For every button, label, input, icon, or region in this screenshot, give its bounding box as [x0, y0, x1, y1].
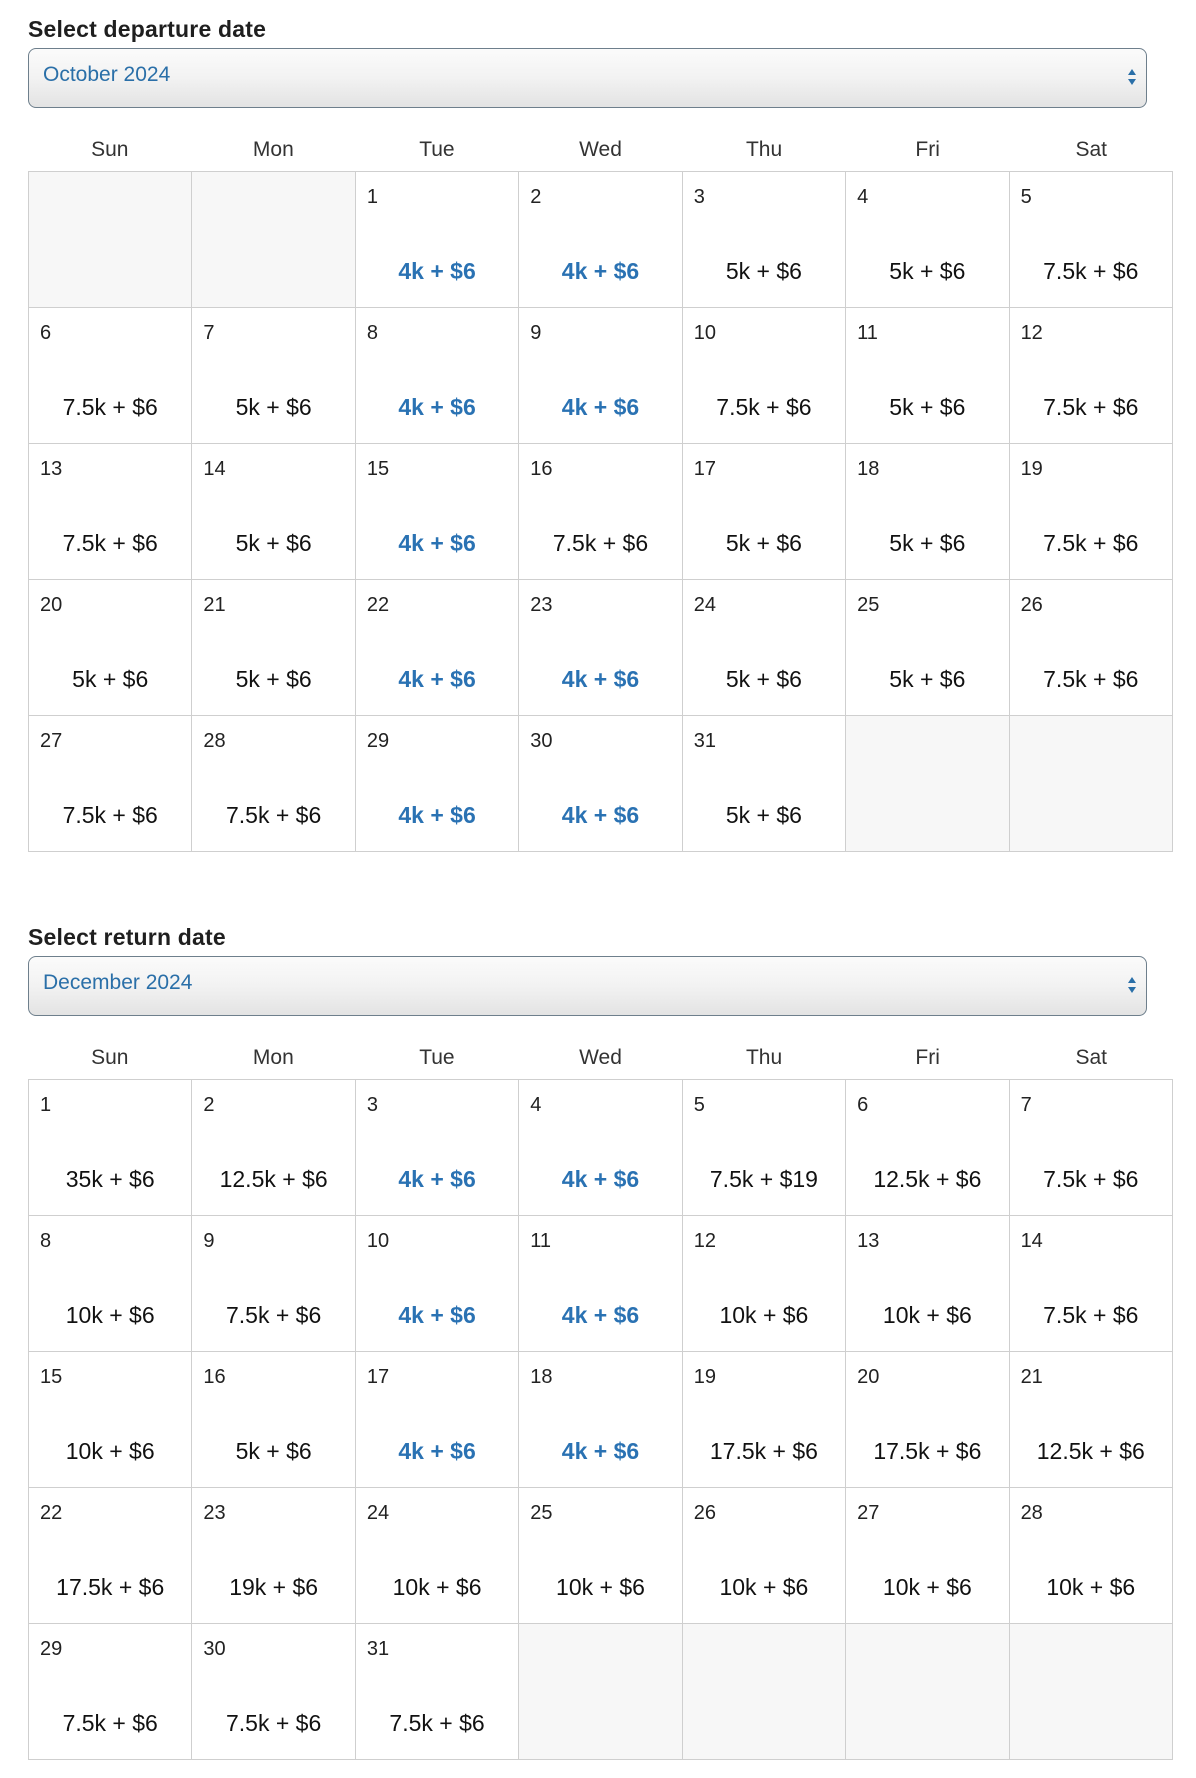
- day-number: 18: [857, 458, 880, 480]
- calendar-day-cell[interactable]: [846, 172, 1009, 308]
- day-price: 7.5k + $6: [1043, 394, 1139, 420]
- calendar-day-cell[interactable]: [683, 1080, 846, 1216]
- calendar-day-cell[interactable]: [1010, 1080, 1173, 1216]
- day-price: 10k + $6: [882, 1302, 972, 1328]
- calendar-day-cell[interactable]: [192, 1488, 355, 1624]
- up-down-chevron-icon: [1126, 65, 1138, 89]
- weekday-label: Sat: [1075, 138, 1107, 161]
- return-date-label: Select return date: [28, 924, 226, 950]
- calendar-day-cell[interactable]: [1010, 444, 1173, 580]
- day-price: 7.5k + $6: [62, 394, 158, 420]
- day-number: 7: [203, 322, 215, 344]
- calendar-day-cell[interactable]: [519, 1352, 682, 1488]
- day-number: 22: [366, 594, 390, 616]
- day-number: 11: [530, 1230, 552, 1252]
- calendar-day-cell[interactable]: [1010, 1216, 1173, 1352]
- calendar-day-cell[interactable]: [356, 1488, 519, 1624]
- day-price: 5k + $6: [889, 666, 966, 692]
- day-number: 17: [366, 1366, 390, 1388]
- day-number: 9: [203, 1230, 215, 1252]
- day-number: 29: [366, 730, 390, 752]
- day-number: 12: [1020, 322, 1043, 344]
- calendar-day-cell[interactable]: [519, 444, 682, 580]
- empty-calendar-cell: [846, 716, 1009, 852]
- day-price: 4k + $6: [561, 258, 640, 284]
- weekday-label: Mon: [252, 138, 294, 161]
- weekday-label: Mon: [252, 1046, 294, 1069]
- day-number: 14: [1020, 1230, 1043, 1252]
- day-number: 16: [530, 458, 553, 480]
- weekday-label: Tue: [419, 1046, 455, 1069]
- day-number: 23: [203, 1502, 226, 1524]
- day-price: 17.5k + $6: [709, 1438, 818, 1464]
- day-number: 19: [1020, 458, 1043, 480]
- day-price: 7.5k + $19: [709, 1166, 818, 1192]
- day-number: 28: [203, 730, 226, 752]
- day-price: 7.5k + $6: [1043, 1302, 1139, 1328]
- day-number: 10: [366, 1230, 390, 1252]
- day-number: 3: [366, 1094, 378, 1116]
- calendar-day-cell[interactable]: [192, 580, 355, 716]
- calendar-day-cell[interactable]: [29, 1080, 192, 1216]
- up-down-chevron-icon: [1126, 973, 1138, 997]
- day-price: 7.5k + $6: [1043, 666, 1139, 692]
- calendar-day-cell[interactable]: [356, 308, 519, 444]
- day-price: 4k + $6: [398, 802, 476, 828]
- day-price: 5k + $6: [725, 258, 802, 284]
- calendar-day-cell[interactable]: [683, 1488, 846, 1624]
- day-number: 13: [40, 458, 63, 480]
- day-number: 31: [366, 1638, 390, 1660]
- day-price: 4k + $6: [561, 1166, 640, 1192]
- day-price: 10k + $6: [719, 1302, 809, 1328]
- day-number: 14: [203, 458, 226, 480]
- day-number: 13: [857, 1230, 880, 1252]
- day-number: 10: [693, 322, 716, 344]
- calendar-day-cell[interactable]: [1010, 308, 1173, 444]
- calendar-day-cell[interactable]: [29, 716, 192, 852]
- departure-calendar-grid: [28, 171, 1173, 852]
- calendar-day-cell[interactable]: [356, 716, 519, 852]
- calendar-day-cell[interactable]: [519, 308, 682, 444]
- calendar-day-cell[interactable]: [192, 716, 355, 852]
- empty-calendar-cell: [846, 1624, 1009, 1760]
- calendar-day-cell[interactable]: [1010, 1352, 1173, 1488]
- calendar-day-cell[interactable]: [192, 1352, 355, 1488]
- empty-calendar-cell: [1010, 1624, 1173, 1760]
- day-number: 24: [366, 1502, 390, 1524]
- day-number: 21: [203, 594, 226, 616]
- day-number: 30: [530, 730, 553, 752]
- day-price: 5k + $6: [235, 1438, 312, 1464]
- day-number: 4: [530, 1094, 542, 1116]
- calendar-day-cell[interactable]: [683, 1216, 846, 1352]
- calendar-day-cell[interactable]: [192, 1624, 355, 1760]
- day-price: 4k + $6: [398, 394, 476, 420]
- day-number: 25: [530, 1502, 553, 1524]
- calendar-day-cell[interactable]: [846, 1352, 1009, 1488]
- day-number: 19: [693, 1366, 716, 1388]
- day-number: 5: [693, 1094, 705, 1116]
- day-price: 5k + $6: [235, 530, 312, 556]
- weekday-label: Thu: [745, 138, 783, 161]
- empty-calendar-cell: [1010, 716, 1173, 852]
- day-price: 4k + $6: [398, 1166, 476, 1192]
- day-price: 17.5k + $6: [56, 1574, 165, 1600]
- return-month-select[interactable]: [28, 956, 1147, 1016]
- calendar-day-cell[interactable]: [192, 1080, 355, 1216]
- day-number: 15: [366, 458, 390, 480]
- day-price: 4k + $6: [398, 666, 476, 692]
- weekday-label: Sat: [1075, 1046, 1107, 1069]
- calendar-day-cell[interactable]: [683, 444, 846, 580]
- calendar-day-cell[interactable]: [519, 1080, 682, 1216]
- day-number: 1: [366, 186, 378, 208]
- calendar-day-cell[interactable]: [519, 580, 682, 716]
- calendar-day-cell[interactable]: [356, 444, 519, 580]
- calendar-day-cell[interactable]: [846, 1488, 1009, 1624]
- day-number: 25: [857, 594, 880, 616]
- calendar-day-cell[interactable]: [846, 1216, 1009, 1352]
- day-number: 31: [693, 730, 716, 752]
- day-number: 6: [857, 1094, 869, 1116]
- return-weekday-header: [28, 1046, 1173, 1076]
- calendar-day-cell[interactable]: [192, 308, 355, 444]
- day-price: 7.5k + $6: [552, 530, 649, 556]
- day-number: 9: [530, 322, 542, 344]
- weekday-label: Tue: [419, 138, 455, 161]
- calendar-day-cell[interactable]: [846, 444, 1009, 580]
- departure-month-select[interactable]: [28, 48, 1147, 108]
- day-number: 15: [40, 1366, 63, 1388]
- day-price: 12.5k + $6: [1036, 1438, 1145, 1464]
- day-price: 10k + $6: [392, 1574, 482, 1600]
- empty-calendar-cell: [29, 172, 192, 308]
- day-number: 21: [1020, 1366, 1043, 1388]
- calendar-day-cell[interactable]: [683, 716, 846, 852]
- day-number: 7: [1020, 1094, 1032, 1116]
- calendar-day-cell[interactable]: [356, 580, 519, 716]
- day-number: 16: [203, 1366, 226, 1388]
- departure-weekday-header: [28, 138, 1173, 168]
- day-number: 1: [40, 1094, 52, 1116]
- calendar-day-cell[interactable]: [683, 308, 846, 444]
- calendar-day-cell[interactable]: [356, 1216, 519, 1352]
- calendar-day-cell[interactable]: [519, 172, 682, 308]
- day-price: 5k + $6: [725, 666, 802, 692]
- day-number: 20: [40, 594, 63, 616]
- calendar-day-cell[interactable]: [356, 1624, 519, 1760]
- calendar-day-cell[interactable]: [846, 1080, 1009, 1216]
- day-number: 3: [693, 186, 705, 208]
- day-price: 35k + $6: [65, 1166, 155, 1192]
- day-number: 12: [693, 1230, 716, 1252]
- day-number: 27: [40, 730, 63, 752]
- calendar-day-cell[interactable]: [192, 444, 355, 580]
- day-price: 12.5k + $6: [219, 1166, 328, 1192]
- day-number: 28: [1020, 1502, 1043, 1524]
- weekday-label: Fri: [915, 138, 940, 161]
- weekday-label: Sun: [91, 1046, 129, 1069]
- day-number: 4: [857, 186, 869, 208]
- calendar-day-cell[interactable]: [29, 444, 192, 580]
- day-price: 7.5k + $6: [1043, 1166, 1139, 1192]
- day-number: 27: [857, 1502, 880, 1524]
- calendar-day-cell[interactable]: [192, 1216, 355, 1352]
- calendar-day-cell[interactable]: [356, 1352, 519, 1488]
- return-month-value: December 2024: [43, 971, 193, 994]
- day-price: 7.5k + $6: [225, 802, 322, 828]
- day-price: 7.5k + $6: [62, 1710, 158, 1736]
- day-price: 4k + $6: [561, 1438, 640, 1464]
- day-price: 5k + $6: [235, 666, 312, 692]
- calendar-day-cell[interactable]: [29, 1216, 192, 1352]
- day-price: 7.5k + $6: [1043, 530, 1139, 556]
- empty-calendar-cell: [519, 1624, 682, 1760]
- day-price: 5k + $6: [725, 530, 802, 556]
- departure-date-label: Select departure date: [28, 16, 267, 42]
- day-price: 10k + $6: [719, 1574, 809, 1600]
- calendar-day-cell[interactable]: [356, 1080, 519, 1216]
- return-calendar-grid: [28, 1079, 1173, 1760]
- day-price: 7.5k + $6: [1043, 258, 1139, 284]
- day-price: 4k + $6: [398, 530, 476, 556]
- day-number: 22: [40, 1502, 63, 1524]
- day-price: 4k + $6: [561, 802, 640, 828]
- departure-month-value: October 2024: [43, 63, 171, 86]
- day-price: 7.5k + $6: [225, 1710, 322, 1736]
- day-price: 5k + $6: [725, 802, 802, 828]
- day-price: 7.5k + $6: [62, 530, 158, 556]
- calendar-day-cell[interactable]: [846, 308, 1009, 444]
- day-price: 5k + $6: [72, 666, 149, 692]
- day-price: 4k + $6: [561, 666, 640, 692]
- day-price: 10k + $6: [65, 1302, 155, 1328]
- day-price: 4k + $6: [561, 1302, 640, 1328]
- calendar-day-cell[interactable]: [356, 172, 519, 308]
- day-price: 19k + $6: [229, 1574, 319, 1600]
- day-number: 26: [1020, 594, 1043, 616]
- weekday-label: Wed: [579, 138, 622, 161]
- calendar-day-cell[interactable]: [519, 716, 682, 852]
- calendar-day-cell[interactable]: [1010, 1488, 1173, 1624]
- day-number: 26: [693, 1502, 716, 1524]
- day-price: 5k + $6: [889, 530, 966, 556]
- day-price: 7.5k + $6: [62, 802, 158, 828]
- calendar-day-cell[interactable]: [29, 1488, 192, 1624]
- day-number: 8: [40, 1230, 52, 1252]
- day-number: 20: [857, 1366, 880, 1388]
- calendar-day-cell[interactable]: [1010, 172, 1173, 308]
- day-number: 11: [857, 322, 878, 344]
- day-number: 24: [693, 594, 716, 616]
- day-number: 30: [203, 1638, 226, 1660]
- day-number: 29: [40, 1638, 63, 1660]
- calendar-day-cell[interactable]: [29, 580, 192, 716]
- weekday-label: Fri: [915, 1046, 940, 1069]
- weekday-label: Wed: [579, 1046, 622, 1069]
- weekday-label: Sun: [91, 138, 129, 161]
- calendar-day-cell[interactable]: [29, 308, 192, 444]
- day-price: 10k + $6: [882, 1574, 972, 1600]
- day-number: 23: [530, 594, 553, 616]
- day-price: 4k + $6: [561, 394, 640, 420]
- weekday-label: Thu: [745, 1046, 783, 1069]
- day-number: 18: [530, 1366, 553, 1388]
- day-price: 10k + $6: [1046, 1574, 1136, 1600]
- day-price: 7.5k + $6: [389, 1710, 485, 1736]
- calendar-day-cell[interactable]: [1010, 580, 1173, 716]
- day-price: 4k + $6: [398, 1302, 476, 1328]
- day-price: 12.5k + $6: [873, 1166, 982, 1192]
- empty-calendar-cell: [192, 172, 355, 308]
- calendar-day-cell[interactable]: [29, 1352, 192, 1488]
- day-price: 5k + $6: [235, 394, 312, 420]
- calendar-day-cell[interactable]: [683, 172, 846, 308]
- calendar-day-cell[interactable]: [519, 1488, 682, 1624]
- day-number: 6: [40, 322, 52, 344]
- day-number: 8: [366, 322, 378, 344]
- calendar-day-cell[interactable]: [683, 1352, 846, 1488]
- calendar-day-cell[interactable]: [519, 1216, 682, 1352]
- day-price: 10k + $6: [65, 1438, 155, 1464]
- day-number: 5: [1020, 186, 1032, 208]
- day-price: 5k + $6: [889, 258, 966, 284]
- day-price: 10k + $6: [556, 1574, 645, 1600]
- day-number: 2: [530, 186, 542, 208]
- calendar-day-cell[interactable]: [683, 580, 846, 716]
- day-number: 2: [203, 1094, 215, 1116]
- day-price: 4k + $6: [398, 258, 476, 284]
- day-price: 7.5k + $6: [716, 394, 812, 420]
- day-price: 5k + $6: [889, 394, 966, 420]
- empty-calendar-cell: [683, 1624, 846, 1760]
- day-price: 7.5k + $6: [225, 1302, 322, 1328]
- calendar-day-cell[interactable]: [846, 580, 1009, 716]
- day-number: 17: [693, 458, 716, 480]
- day-price: 17.5k + $6: [873, 1438, 982, 1464]
- day-price: 4k + $6: [398, 1438, 476, 1464]
- calendar-day-cell[interactable]: [29, 1624, 192, 1760]
